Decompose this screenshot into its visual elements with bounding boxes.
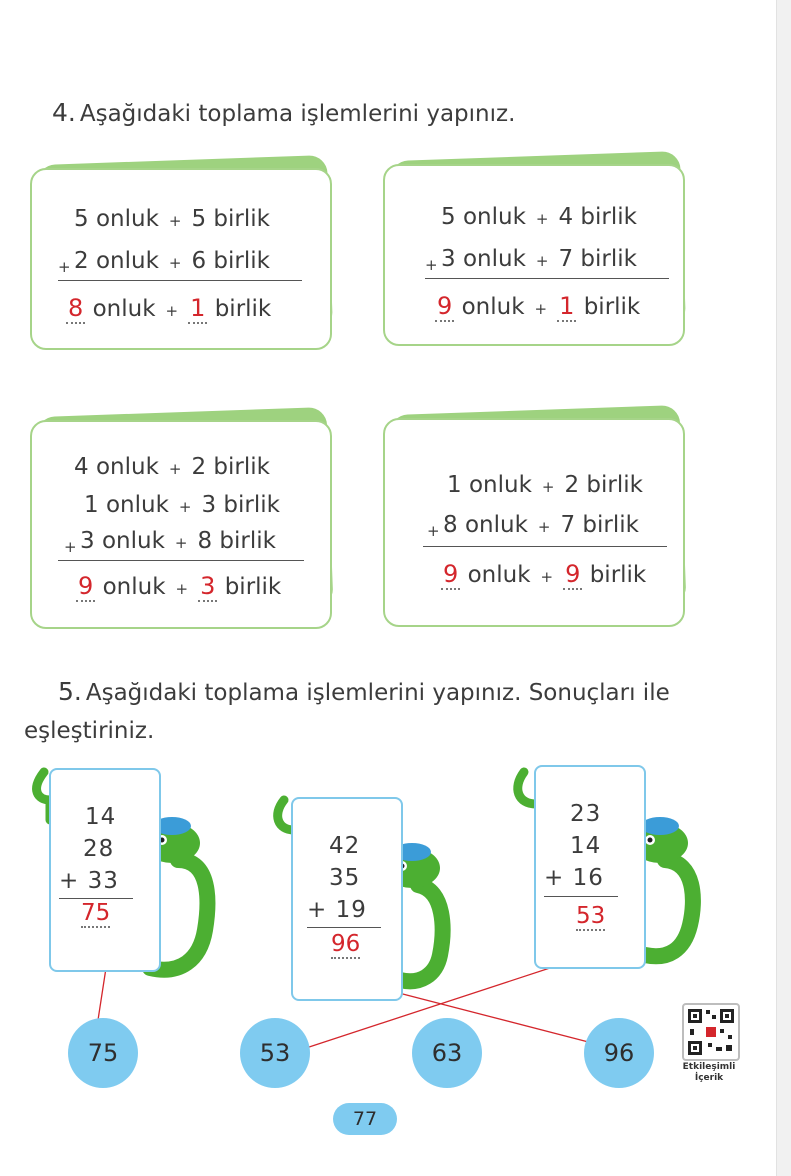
question-5-number: 5. [58,677,82,706]
card-row: 1 onluk + 2 birlik [447,472,643,498]
answer-ones: 1 [190,294,206,322]
answer-ones: 3 [200,572,216,600]
result-circle[interactable]: 63 [412,1018,482,1088]
addition-sign-2: 42 35 + 19 96 [291,797,403,1001]
card-result: 9 onluk + 3 birlik [78,572,282,600]
answer-value: 96 [331,931,361,957]
match-line [98,968,106,1020]
result-circle[interactable]: 53 [240,1018,310,1088]
card-row: 4 onluk + 2 birlik [74,454,270,480]
card-result: 9 onluk + 9 birlik [443,560,647,588]
answer-tens: 8 [68,294,84,322]
card-row: + 3 onluk + 8 birlik [64,528,276,556]
answer-tens: 9 [443,560,459,588]
question-5-title-line2: eşleştiriniz. [24,718,155,744]
card-row: 1 onluk + 3 birlik [84,492,280,518]
answer-ones: 9 [565,560,581,588]
answer-value: 53 [576,903,606,929]
question-4-title: 4. Aşağıdaki toplama işlemlerini yapınız. [52,98,516,127]
card-result: 9 onluk + 1 birlik [437,292,641,320]
card-result: 8 onluk + 1 birlik [68,294,272,322]
card-row: 5 onluk + 4 birlik [441,204,637,230]
card-row: + 3 onluk + 7 birlik [425,246,637,274]
answer-value: 75 [81,900,111,926]
answer-tens: 9 [78,572,94,600]
question-4-number: 4. [52,98,76,127]
addition-sign-3: 23 14 + 16 53 [534,765,646,969]
qr-code-icon[interactable] [682,1003,740,1061]
result-circle[interactable]: 75 [68,1018,138,1088]
answer-tens: 9 [437,292,453,320]
card-row: + 8 onluk + 7 birlik [427,512,639,540]
addition-sign-1: 14 28 + 33 75 [49,768,161,972]
answer-ones: 1 [559,292,575,320]
question-5-title: 5. Aşağıdaki toplama işlemlerini yapınız. Sonuçları ile [58,677,670,706]
page-number: 77 [333,1103,397,1135]
qr-label: Etkileşimli İçerik [682,1062,736,1083]
card-row: + 2 onluk + 6 birlik [58,248,270,276]
card-row: 5 onluk + 5 birlik [74,206,270,232]
result-circle[interactable]: 96 [584,1018,654,1088]
